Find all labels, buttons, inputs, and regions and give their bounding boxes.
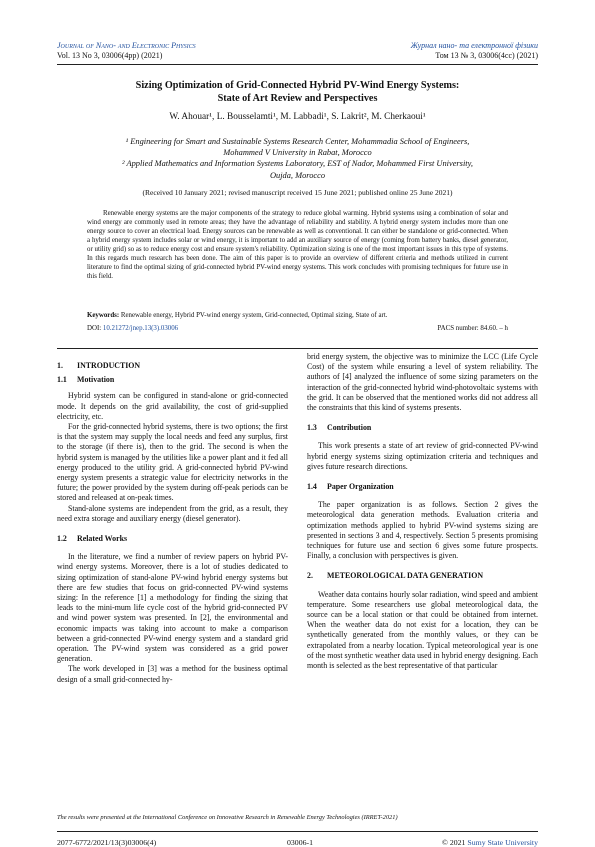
section-1-heading	[57, 361, 288, 371]
doi-label: DOI:	[87, 325, 102, 332]
section-number: 1.1	[57, 375, 67, 385]
keywords	[87, 311, 508, 320]
section-title: INTRODUCTION	[77, 361, 141, 370]
doi-line	[87, 325, 508, 332]
paragraph: Hybrid system can be configured in stand-alone or grid-connected mode. It depends on the grid availability, the cost of grid-supplied electricity, etc.	[57, 391, 288, 421]
header-rule	[57, 64, 538, 65]
paragraph: For the grid-connected hybrid systems, there is two options; the first is that the system may supply the local needs and feed any surplus, first to the storage (if there is), then to the grid. The second is when the hybrid system is managed by the utilities like a power plant and it fed all energy produced to the utility grid. A grid-connected hybrid PV-wind energy system presents a strategic value for electricity networks in the future; the power provided by the system during off-peak periods can be stored and released at on-peak times.	[57, 422, 288, 503]
volume-info-ua: Том 13 № 3, 03006(4cc) (2021)	[435, 51, 538, 60]
section-title: Paper Organization	[327, 482, 394, 492]
received-dates: (Received 10 January 2021; revised manuscript received 15 June 2021; published online 25 June 2021)	[142, 188, 453, 197]
footer-copyright	[442, 838, 538, 847]
paper-title	[57, 80, 538, 105]
section-number: 1.4	[307, 482, 317, 492]
section-title: Motivation	[77, 375, 115, 385]
footer-issn: 2077-6772/2021/13(3)03006(4)	[57, 838, 157, 847]
paragraph: Stand-alone systems are independent from the grid, as a result, they need extra storage and auxiliary energy (diesel generator).	[57, 503, 288, 523]
abstract-rule	[57, 348, 538, 349]
affiliation-1-line-1: ¹ Engineering for Smart and Sustainable Systems Research Center, Mohammadia School of Engineers,	[125, 137, 470, 146]
footer-rule	[57, 831, 538, 832]
section-title: METEOROLOGICAL DATA GENERATION	[327, 571, 484, 581]
section-number: 2.	[307, 571, 313, 581]
paragraph: Weather data contains hourly solar radiation, wind speed and ambient temperature. Some researchers use global meteorological data, the source can be a local station or that could be obtained from internet. When the weather data do not exist for a location, they can be synthetically generated from the monthly values, or they can be extrapolated from a nearby location. Typical meteorological year is one of the most synthetic weather data used in hybrid energy designing. Each month is selected as the best representative of that particular	[307, 589, 538, 671]
copyright-prefix: © 2021	[441, 838, 466, 847]
left-column	[57, 361, 288, 685]
subsection-1-1-heading	[57, 375, 288, 385]
running-header-right	[411, 41, 538, 61]
keywords-label: Keywords:	[87, 312, 120, 319]
paragraph: The paper organization is as follows. Section 2 gives the meteorological data generation methods. Evaluation criteria and optimization methods applied to hybrid PV-wind systems sizing are presented in sections 3 and 4, respectively. Section 5 presents promising techniques for future use and section 6 gives some future prospects. Finally, a conclusion with perspectives is given.	[307, 500, 538, 561]
section-title: Related Works	[77, 534, 128, 544]
right-column	[307, 352, 538, 671]
pacs-number: PACS number: 84.60. – h	[437, 325, 508, 332]
title-line-1: Sizing Optimization of Grid-Connected Hybrid PV-Wind Energy Systems:	[135, 80, 460, 91]
journal-name-ua: Журнал нано- та електронної фізики	[410, 41, 538, 50]
volume-info-en: Vol. 13 No 3, 03006(4pp) (2021)	[57, 51, 163, 60]
affiliations	[57, 136, 538, 181]
paragraph: In the literature, we find a number of review papers on hybrid PV-wind energy systems. Moreover, there is a lot of studies dedicated to sizing optimization of stand-alone PV-wind hybrid energy systems but there are few studies that focus on grid-connected PV-wind systems sizing: In the reference [1] a methodology for finding the sizing that leads to the mini-mum life cycle cost of the hybrid grid-connected PV and wind power system was presented. In [2], the environmental and economic impacts was taking into account to make a comparison between a grid-connected PV-wind energy system and a standard grid operation. The PV-wind system was considered as a grid power generation.	[57, 552, 288, 664]
publisher-link[interactable]: Sumy State University	[467, 838, 538, 847]
subsection-1-2-heading	[57, 534, 288, 544]
subsection-1-4-heading	[307, 482, 538, 492]
section-number: 1.	[57, 361, 63, 370]
title-line-2: State of Art Review and Perspectives	[217, 92, 378, 104]
doi-link[interactable]: 10.21272/jnep.13(3).03006	[102, 325, 179, 332]
keywords-text: Renewable energy, Hybrid PV-wind energy system, Grid-connected, Optimal sizing, State of art.	[120, 312, 388, 319]
paragraph: The work developed in [3] was a method for the business optimal design of a small grid-connected hy-	[57, 664, 288, 684]
subsection-1-3-heading	[307, 423, 538, 433]
affiliation-2-line-2: Oujda, Morocco	[269, 170, 326, 180]
running-header-left	[57, 41, 196, 61]
abstract: Renewable energy systems are the major components of the strategy to reduce global warming. Hybrid systems using a combination of solar and wind energy are commonly used in remote areas; they have the advantage of reliability and stability. A hybrid energy system includes more than one energy source to cover an electrical load. Energy sources can be renewable as well as conventional. It can either be standalone or grid-connected. When a hybrid energy system includes solar or wind energy, it is important to add an auxiliary source of energy (coming from battery banks, diesel generator, or utility grid) so as to reduce energy cost and ensure system's reliability. Optimization sizing is one of the most important issues in this type of systems. In this regards much research has been done. The aim of this paper is to provide an overview of different criteria and methods utilized in current literature to find the optimal sizing of grid-connected hybrid PV-wind energy systems. This work concludes with promising techniques for future use in this field.	[87, 210, 508, 281]
section-number: 1.2	[57, 534, 67, 544]
section-number: 1.3	[307, 423, 317, 433]
section-title: Contribution	[327, 423, 372, 433]
affiliation-2-line-1: ² Applied Mathematics and Information Systems Laboratory, EST of Nador, Mohammed First University,	[122, 159, 473, 169]
conference-footnote: The results were presented at the International Conference on Innovative Research in Renewable Energy Technologies (IRRET-2021)	[57, 814, 398, 821]
paragraph: This work presents a state of art review of grid-connected PV-wind hybrid energy systems sizing optimization criteria and techniques and gives future research directions.	[307, 441, 538, 471]
author-list: W. Ahouar¹, L. Bousselamti¹, M. Labbadi¹, S. Lakrit², M. Cherkaoui¹	[169, 112, 426, 122]
affiliation-1-line-2: Mohammed V University in Rabat, Morocco	[223, 148, 372, 158]
page-number: 03006-1	[287, 838, 313, 847]
paragraph: brid energy system, the objective was to minimize the LCC (Life Cycle Cost) of the system while ensuring a level of system reliability. The authors of [4] analyzed the influence of some sizing parameters on the interaction of the grid-connected hybrid wind-photovoltaic systems with the grid. It can be observed that the mentioned works did not address all the constraints that this kind of systems presents.	[307, 352, 538, 413]
journal-name-en: Journal of Nano- and Electronic Physics	[57, 41, 196, 50]
section-2-heading	[307, 571, 538, 581]
